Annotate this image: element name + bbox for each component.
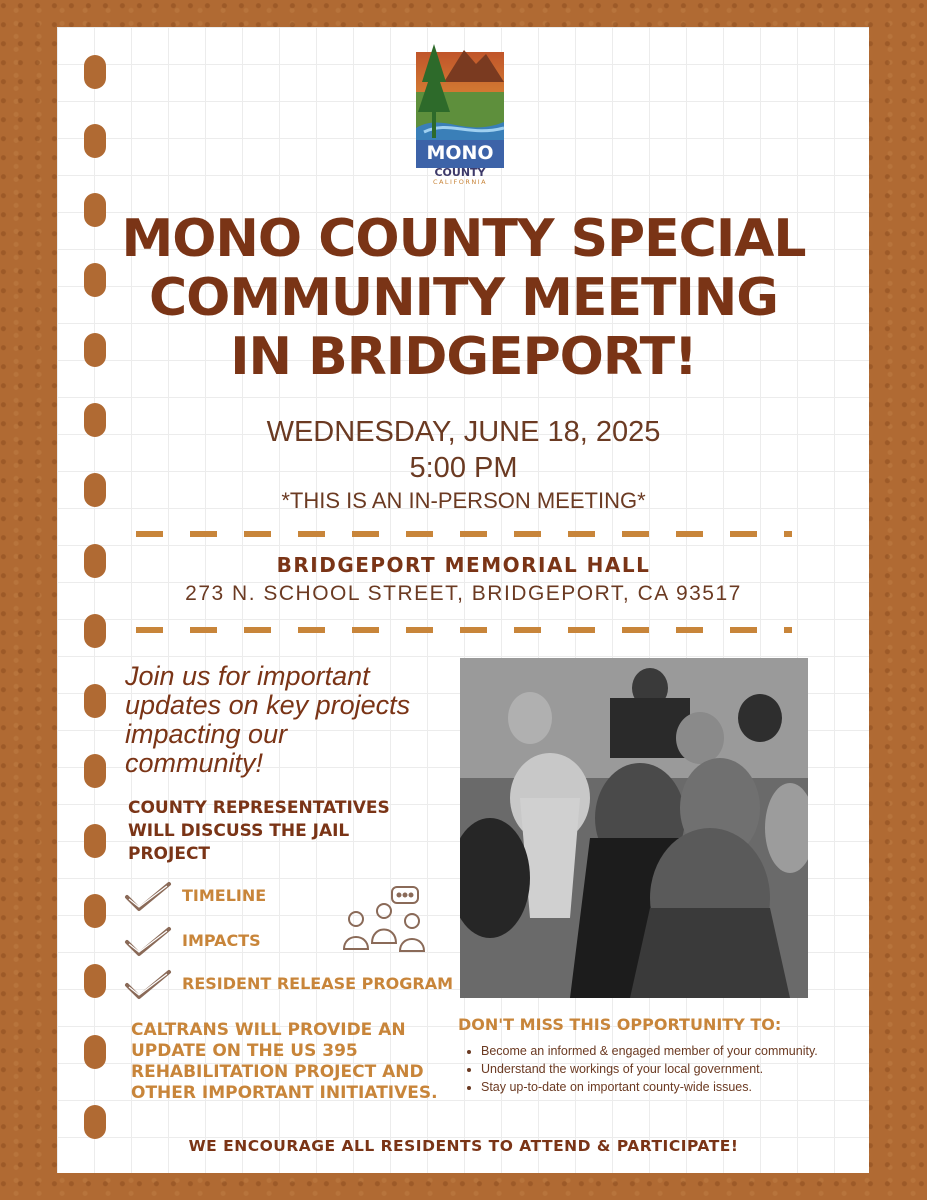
jail-heading: COUNTY REPRESENTATIVES WILL DISCUSS THE JAIL PROJECT: [128, 798, 390, 864]
title-line-3: IN BRIDGEPORT!: [230, 327, 697, 387]
checklist-item: [124, 968, 464, 1002]
meeting-date: WEDNESDAY, JUNE 18, 2025: [266, 416, 661, 448]
footer-call-to-action: WE ENCOURAGE ALL RESIDENTS TO ATTEND & PARTICIPATE!: [188, 1137, 739, 1155]
logo-word-california: CALIFORNIA: [432, 178, 488, 186]
checkmark-icon: [124, 968, 172, 1002]
title-line-2: COMMUNITY MEETING: [149, 268, 778, 328]
title-line-1: MONO COUNTY SPECIAL: [121, 209, 806, 269]
list-item: • Understand the workings of your local government.: [481, 1060, 826, 1078]
logo-word-county: COUNTY: [434, 166, 486, 179]
punch-hole: [84, 124, 106, 158]
people-discussion-icon: [340, 885, 432, 963]
caltrans-update: CALTRANS WILL PROVIDE AN UPDATE ON THE US 395 REHABILITATION PROJECT AND OTHER IMPORTANT INITIATIVES.: [131, 1020, 438, 1103]
list-item: • Become an informed & engaged member of your community.: [481, 1042, 826, 1060]
opportunity-heading: DON'T MISS THIS OPPORTUNITY TO:: [458, 1015, 782, 1034]
meeting-time: 5:00 PM: [409, 452, 518, 484]
punch-hole: [84, 684, 106, 718]
punch-hole: [84, 55, 106, 89]
venue-address: 273 N. SCHOOL STREET, BRIDGEPORT, CA 93517: [185, 582, 742, 605]
checklist-label: IMPACTS: [182, 931, 261, 950]
punch-hole: [84, 964, 106, 998]
punch-hole: [84, 824, 106, 858]
mono-county-logo: [414, 42, 506, 186]
dashed-divider-bottom: [136, 627, 792, 633]
punch-hole: [84, 754, 106, 788]
intro-text: Join us for important updates on key projects impacting our community!: [125, 661, 411, 778]
punch-hole: [84, 1105, 106, 1139]
checkmark-icon: [124, 880, 172, 914]
venue-name: BRIDGEPORT MEMORIAL HALL: [276, 553, 651, 577]
list-item: • Stay up-to-date on important county-wide issues.: [481, 1078, 826, 1096]
punch-hole: [84, 1035, 106, 1069]
page-title: [60, 210, 867, 387]
audience-photo: [460, 658, 808, 998]
logo-word-mono: MONO: [426, 142, 494, 164]
opportunity-list: [465, 1042, 826, 1096]
dashed-divider-top: [136, 531, 792, 537]
punch-hole: [84, 894, 106, 928]
checkmark-icon: [124, 925, 172, 959]
in-person-note: *THIS IS AN IN-PERSON MEETING*: [281, 488, 646, 513]
checklist-label: TIMELINE: [182, 886, 267, 905]
punch-hole: [84, 614, 106, 648]
checklist-label: RESIDENT RELEASE PROGRAM: [182, 974, 453, 993]
